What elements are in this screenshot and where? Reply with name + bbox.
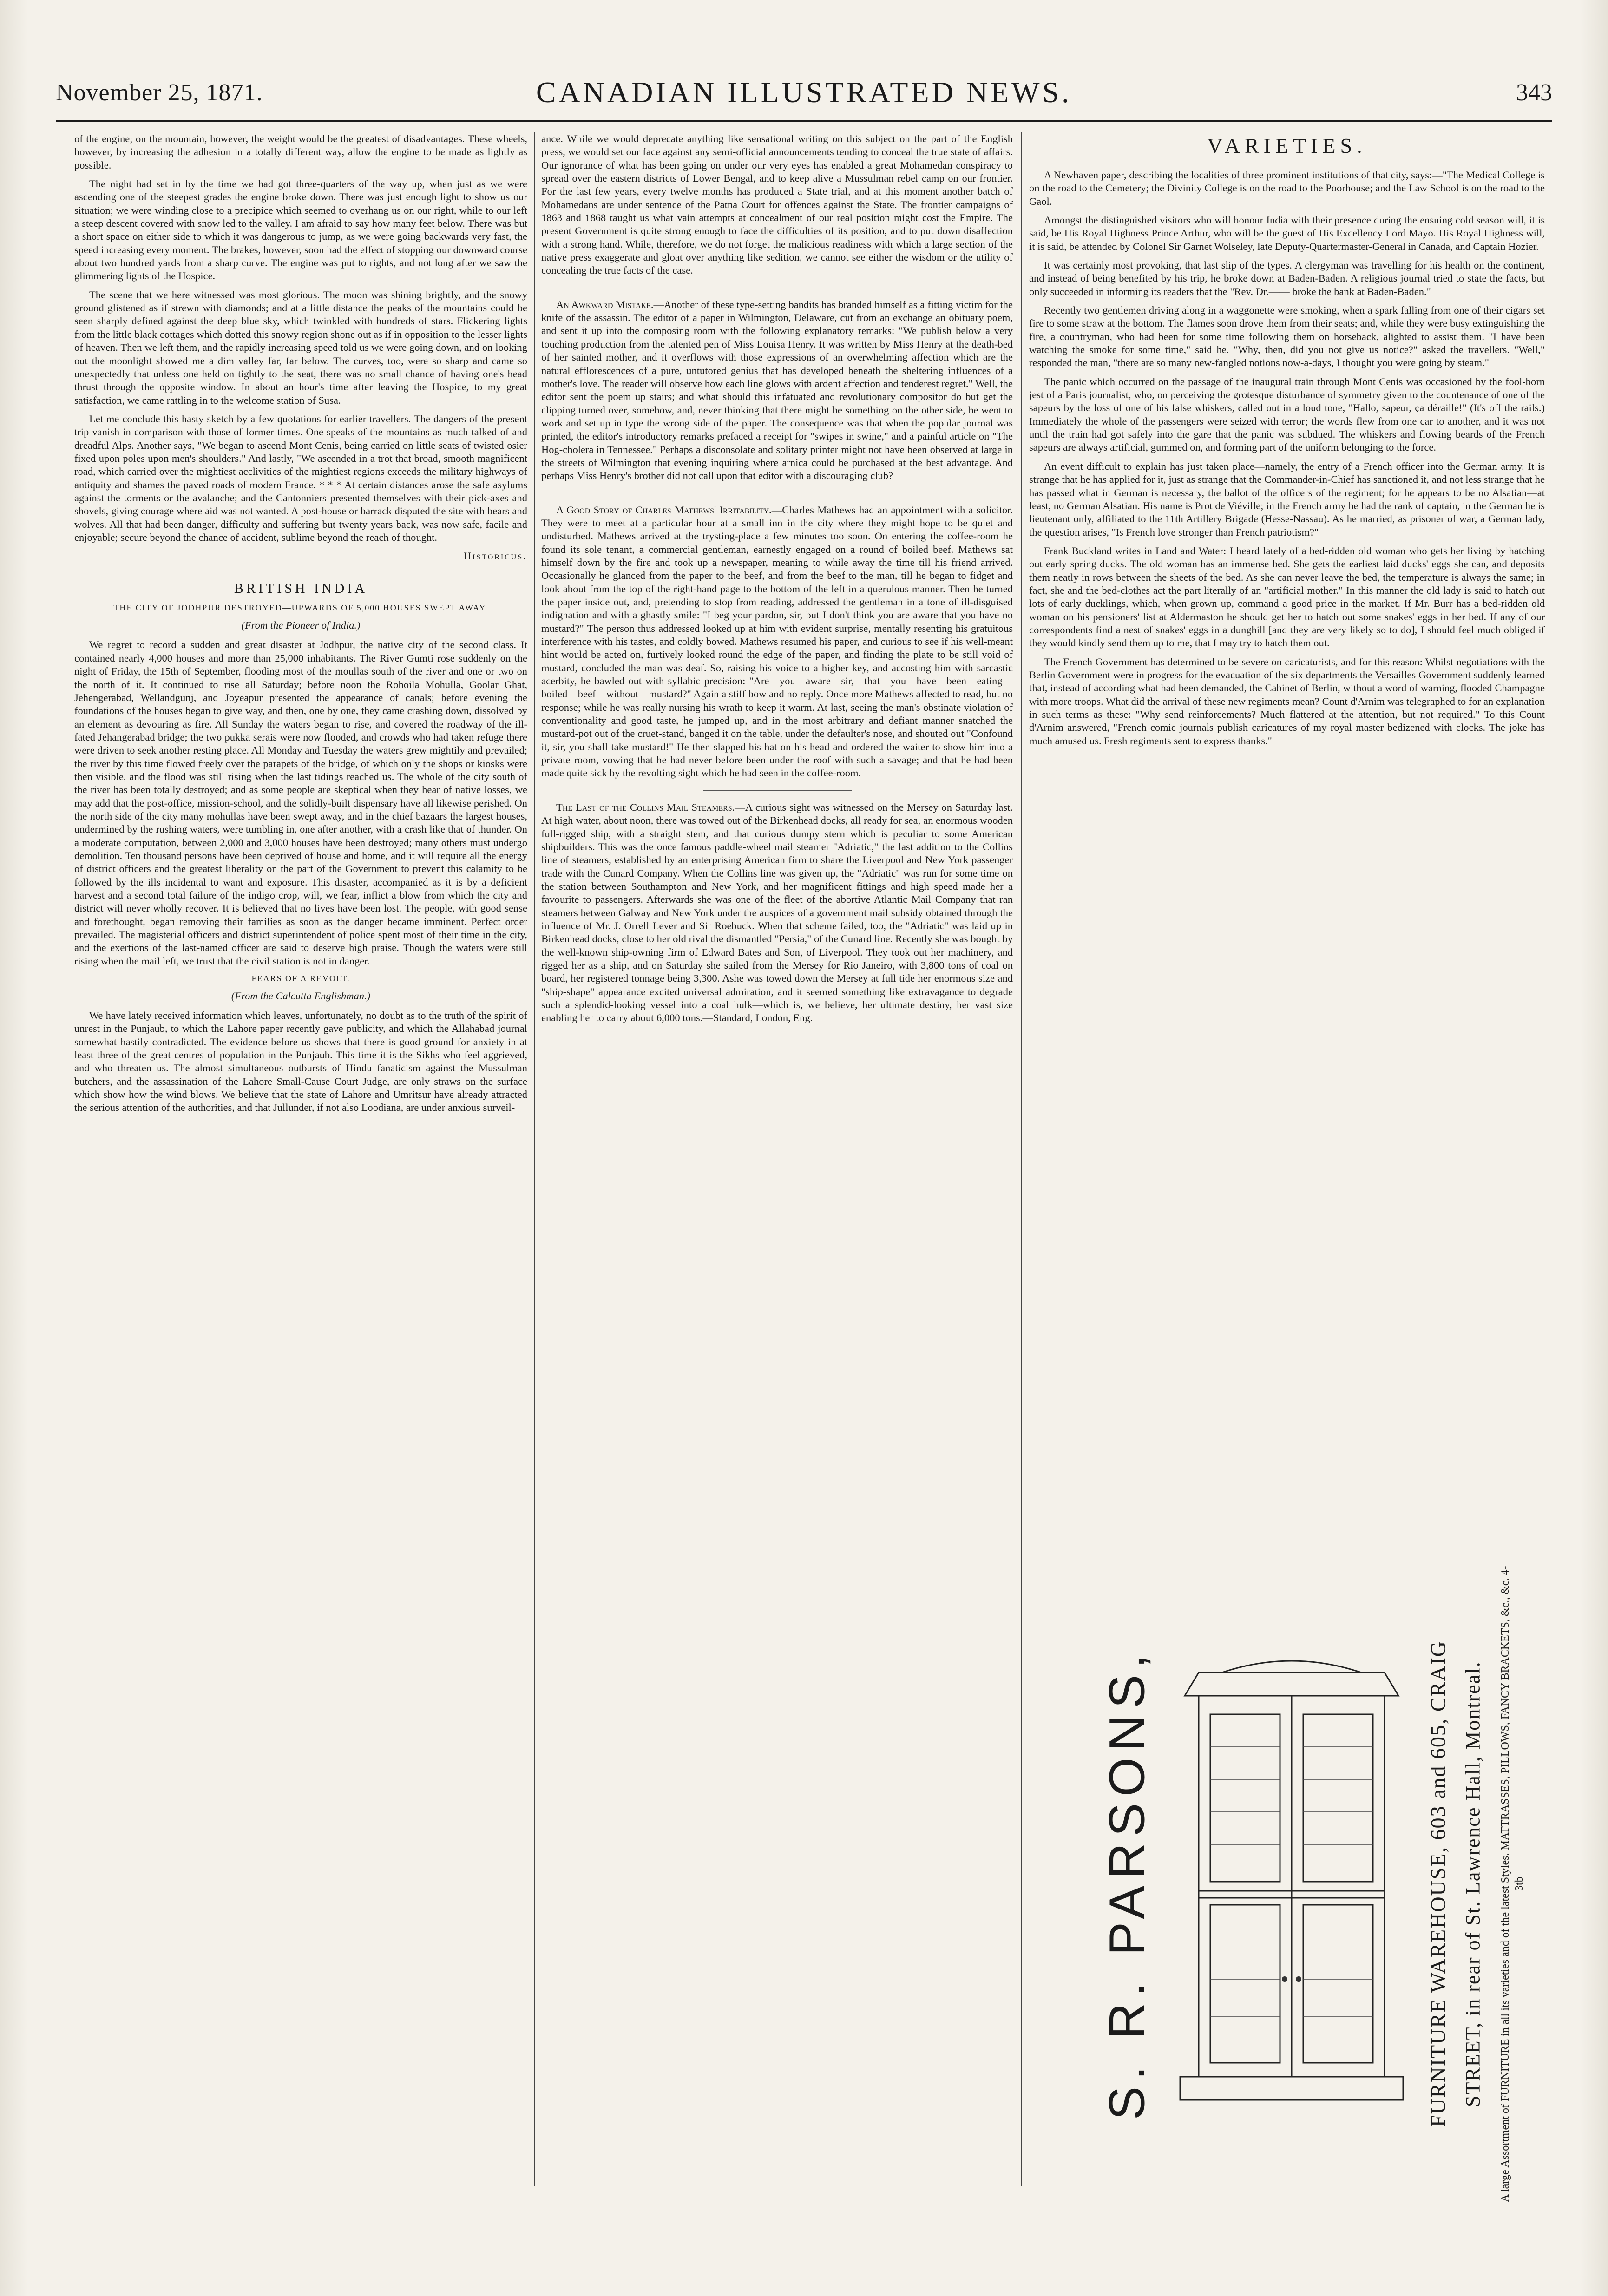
paragraph: The panic which occurred on the passage of the inaugural train through Mont Cenis was occasioned by the fool-born jest of a Paris journalist, who, on perceiving the grotesque disturbance of symmetry given to the countenance of one of the sapeurs by the loss of one of his false whiskers, called out in a loud tone, "Hallo, sapeur, ça déraille!" (It's off the rails.) Immediately the whole of the passengers were seized with terror; the words flew from one car to another, and it was not until the train had got safely into the gare that the panic was subdued. The whiskers and flowing beards of the French sapeurs are always artificial, gummed on, and forming part of the uniform belonging to the force. <box>1029 375 1545 453</box>
article-body: —Another of these type-setting bandits has branded himself as a fitting victim for the knife of the assassin. The editor of a paper in Wilmington, Delaware, cut from an exchange an obituary poem, and sent it up into the composing room with the following explanatory remarks: "We publish below a very touching production from the talented pen of Miss Louisa Henry. It was written by Miss Henry at the death-bed of her sainted mother, and it overflows with those expressions of an overwhelming affection which are the natural efflorescences of a pure, untutored genius that has developed beneath the sheltering influences of a mother's love. The reader will observe how each line glows with ardent affection and tenderest regret." Well, the editor sent the poem up stairs; and what should this infatuated and revolutionary compositor do but get the clipping turned over, somehow, and, never thinking that there might be something on the other side, he went to work and set up in type the wrong side of the paper. The consequence was that when the popular journal was printed, the editor's introductory remarks prefaced a receipt for "swipes in swine," and a painful article on "The Hog-cholera in Tennessee." Perhaps a disconsolate and solitary printer might not have been observed at large in the streets of Wilmington that evening inquiring where arnica could be purchased at the best advantage. And perhaps Miss Henry's brother did not call upon that editor with a discouraging club? <box>541 298 1013 482</box>
advertiser-name: S. R. PARSONS, <box>1098 1647 1155 2120</box>
article-paragraph <box>541 504 1013 780</box>
paragraph: The French Government has determined to be severe on caricaturists, and for this reason: Whilst negotiations with the Berlin Government were in progress for the evacuation of the six departments the Versailles Government suddenly learned that, instead of according what had been demanded, the Cabinet of Berlin, without a word of warning, flooded Champagne with more troops. What did the arrival of these new regiments mean? Count d'Arnim was telegraphed to for an explanation in such terms as these: "Why send reinforcements? Much flattered at the attention, but not required." To this Count d'Arnim answered, "French comic journals publish caricatures of my royal master bedizened with clocks. The joke has much amused us. Fresh regiments sent to express thanks." <box>1029 656 1545 747</box>
paragraph: A Newhaven paper, describing the localities of three prominent institutions of that city, says:—"The Medical College is on the road to the Cemetery; the Divinity College is on the road to the Poorhouse; and the Law School is on the road to the Gaol. <box>1029 169 1545 207</box>
article-lead: An Awkward Mistake. <box>556 298 654 310</box>
page-edge-shadow <box>0 0 28 2296</box>
column-rule <box>534 132 535 2186</box>
ad-address-line: FURNITURE WAREHOUSE, 603 and 605, CRAIG <box>1426 1640 1450 2127</box>
article-lead: A Good Story of Charles Mathews' Irritability. <box>556 504 772 516</box>
article-lead: The Last of the Collins Mail Steamers. <box>556 801 735 813</box>
page-edge-shadow <box>1580 0 1608 2296</box>
article-source: (From the Calcutta Englishman.) <box>231 990 371 1002</box>
paragraph: An event difficult to explain has just taken place—namely, the entry of a French officer into the German army. It is strange that he has applied for it, just as strange that the Commander-in-Chief has sanctioned it, and not less strange that he has passed what in German is necessary, the ballot of the officers of the regiment; for he appears to be no Alsatian—at least, no German Alsatian. His name is Prot de Viéville; in the French army he had the rank of captain, in the German he is lieutenant only, affiliated to the 11th Artillery Brigade (Hesse-Nassau). As he married, as prisoner of war, a German lady, the question arises, "Is French love stronger than French patriotism?" <box>1029 460 1545 538</box>
paragraph: It was certainly most provoking, that last slip of the types. A clergyman was travelling for his health on the continent, and instead of being benefited by his trip, he broke down at Baden-Baden. A religious journal tried to state the facts, but only succeeded in informing its readers that the "Rev. Dr.—— broke the bank at Baden-Baden." <box>1029 259 1545 297</box>
article-subheading: FEARS OF A REVOLT. <box>251 974 350 984</box>
bookcase-engraving <box>1166 1654 1417 2119</box>
paragraph: Amongst the distinguished visitors who will honour India with their presence during the ensuing cold season will, it is said, be His Royal Highness Prince Arthur, who will be the guest of His Excellency Lord Mayo. His Royal Highness will, it is said, be attended by Colonel Sir Garnet Wolseley, late Deputy-Quartermaster-General in Canada, and Captain Hozier. <box>1029 214 1545 252</box>
paragraph: Recently two gentlemen driving along in a waggonette were smoking, when a spark falling from one of their cigars set fire to some straw at the bottom. The flames soon drove them from their seats; and, while they were busy extinguishing the fire, a countryman, who had been for some time following them on horseback, alighted to assist them. "I have been watching the smoke for some time," said he. "Why, then, did you not give us notice?" asked the travellers. "Well," responded the man, "there are so many new-fangled notions now-a-days, I thought you were going by steam." <box>1029 304 1545 369</box>
article-source: (From the Pioneer of India.) <box>241 619 361 631</box>
issue-date: November 25, 1871. <box>56 79 263 106</box>
paragraph: Frank Buckland writes in Land and Water: I heard lately of a bed-ridden old woman who gets her living by hatching out early spring ducks. The old woman has an immense bed. She gets the earliest laid ducks' eggs she can, and deposits them neatly in rows between the sheets of the bed. As she can never leave the bed, the temperature is always the same; in fact, she and the bed-clothes act the part literally of an "artificial mother." In this manner the old lady is said to hatch out lots of early ducklings, which, when grown up, command a good price in the market. If Mr. Burr has a bed-ridden old woman on his pensioners' list at Aldermaston he should get her to hatch out some snakes' eggs in her bed. If any of our correspondents find a nest of snakes' eggs in a dunghill [and they are very likely so to do], I should feel much obliged if they would kindly send them up to me, that I may try to hatch them out. <box>1029 544 1545 649</box>
paragraph: ance. While we would deprecate anything like sensational writing on this subject on the part of the English press, we would set our face against any semi-official announcements tending to conceal the true state of affairs. Our ignorance of what has been going on under our very eyes has enabled a great Mohamedan conspiracy to spread over the eastern districts of Lower Bengal, and to keep alive a Mussulman rebel camp on our frontier. For the last few years, every twelve months has produced a State trial, and at this moment another batch of Mohamedans are under sentence of the Patna Court for offences against the State. The frontier campaigns of 1863 and 1868 taught us what vain attempts at concealment of our real position might cost the Empire. The present Government is quite strong enough to face the difficulties of its position, and to put down disaffection with a strong hand. While, therefore, we do not forget the malicious readiness with which a large section of the native press exaggerate and gloat over anything like sedition, we cannot see either the wisdom or the utility of concealing the true facts of the case. <box>541 133 1013 276</box>
furniture-advertisement <box>1098 1566 1547 2202</box>
article-body: —A curious sight was witnessed on the Mersey on Saturday last. At high water, about noon, there was towed out of the Birkenhead docks, all ready for sea, an enormous wooden full-rigged ship, with a straight stem, and that curious dumpy stern which is peculiar to some American shipbuilders. This was the once famous paddle-wheel mail steamer "Adriatic," the last addition to the Collins line of steamers, established by an enterprising American firm to share the Liverpool and New York passenger trade with the Cunard Company. When the Collins line was given up, the "Adriatic" was run for some time on the station between Southampton and New York, and her magnificent fittings and high speed made her a favourite to passengers. Afterwards she was one of the fleet of the abortive Atlantic Mail Company that ran steamers between Galway and New York under the auspices of a government mail subsidy obtained through the influence of Mr. J. Orrell Lever and Sir Roebuck. When that scheme failed, too, the "Adriatic" was laid up in Birkenhead docks, close to her old rival the dismantled "Persia," of the Cunard line. Recently she was bought by the well-known ship-owning firm of Edward Bates and Son, of Liverpool. They took out her machinery, and rigged her as a ship, and on Saturday she sailed from the Mersey for Rio Janeiro, with 3,800 tons of coal on board, her registered tonnage being 3,300. Ashe was towed down the Mersey at full tide her enormous size and "ship-shape" appearance excited universal admiration, and it seemed something like extravagance to degrade such a splendid-looking vessel into a coal hulk—which is, we believe, her ultimate destiny, her vast size enabling her to carry about 6,000 tons.—Standard, London, Eng. <box>541 801 1013 1024</box>
paragraph: of the engine; on the mountain, however, the weight would be the greatest of disadvantages. These wheels, however, by increasing the adhesion in a totally different way, allow the engine to be made as lightly as possible. <box>74 133 527 171</box>
column-1 <box>74 132 527 2209</box>
section-heading: VARIETIES. <box>1207 134 1367 157</box>
section-heading: BRITISH INDIA <box>234 580 368 596</box>
column-2 <box>541 132 1013 2209</box>
paragraph: The scene that we here witnessed was most glorious. The moon was shining brightly, and the snowy ground glistened as if strewn with diamonds; and at a little distance the peaks of the mountains could be seen sharply defined against the deep blue sky, which twinkled with hundreds of stars. Flickering lights from the little black cottages which dotted this snowy region shone out as if in opposition to the lesser lights of heaven. Then we left them, and the rapidly increasing speed told us we were going down, and on looking out the moonlight showed me a dim valley far, far below. The curves, too, were so sharp and came so unexpectedly that unless one held on tightly to the seat, there was no small chance of having one's head thrust through the opposite window. In about an hour's time after leaving the Hospice, to my great satisfaction, we came rattling in to the welcome station of Susa. <box>74 289 527 406</box>
article-paragraph <box>541 298 1013 483</box>
ad-description: A large Assortment of FURNITURE in all its varieties and of the latest Styles. MATTRASSES, PILLOWS, FANCY BRACKETS, &c., &c. 4-3tb <box>1499 1566 1525 2202</box>
page-number: 343 <box>1516 79 1552 106</box>
paragraph: We have lately received information which leaves, unfortunately, no doubt as to the truth of the spirit of unrest in the Punjaub, to which the Lahore paper recently gave publicity, and which the Allahabad journal somewhat hastily contradicted. The evidence before us shows that there is good ground for anxiety in at least three of the great centres of population in the Punjaub. This time it is the Sikhs who feel aggrieved, and who threaten us. The almost simultaneous outbursts of Hindu fanaticism against the Mussulman butchers, and the assassination of the Lahore Small-Cause Court Judge, are only straws on the surface which show how the wind blows. We believe that the state of Lahore and Umritsur have already attracted the serious attention of the authorities, and that Jullunder, if not also Loodiana, are under anxious surveil- <box>74 1010 527 1114</box>
newspaper-title: CANADIAN ILLUSTRATED NEWS. <box>536 76 1072 109</box>
ad-address-line: STREET, in rear of St. Lawrence Hall, Montreal. <box>1461 1661 1484 2107</box>
article-paragraph <box>541 801 1013 1025</box>
article-divider <box>703 790 852 791</box>
column-rule <box>1021 132 1022 2186</box>
paragraph: We regret to record a sudden and great disaster at Jodhpur, the native city of the second class. It contained nearly 4,000 houses and more than 25,000 inhabitants. The River Gumti rose suddenly on the night of Friday, the 15th of September, flooding most of the moullas south of the river and one or two on the north of it. It continued to rise all Saturday; before noon the Rohoila Mohulla, Goolar Ghat, Jehengerabad, Wellandgunj, and Joyeapur presented the appearance of canals; before evening the foundations of the houses began to give way, and then, one by one, they came crashing down, dissolved by an element as devouring as fire. All Sunday the waters began to rise, and covered the roadway of the ill-fated Jehangerabad bridge; the two pukka serais were now flooded, and crowds who had taken refuge there were driven to seek another resting place. All Monday and Tuesday the waters grew mightily and prevailed; the river by this time flowed freely over the parapets of the bridge, of which only the shops or kiosks were then visible, and the flood was still rising when the last tidings reached us. The whole of the city south of the river has been totally destroyed; and as some people are skeptical when they hear of native losses, we may add that the post-office, mission-school, and the solidly-built dispensary have all likewise perished. On the north side of the city many mohullas have been swept away, and in the chief bazaars the largest houses, undermined by the rushing waters, were tumbling in, one after another, with a crash like that of thunder. On a moderate computation, between 2,000 and 3,000 houses have been destroyed; many others must undergo demolition. Ten thousand persons have been deprived of house and home, and it will require all the energy of district officers and the greatest liberality on the part of the Government to prevent this calamity to be followed by the ills incidental to want and exposure. This disaster, accompanied as it is by a deficient harvest and a second total failure of the indigo crop, will, we fear, inflict a blow from which the city and district will never wholly recover. It is believed that no lives have been lost. The people, with good sense and forethought, began removing their families as soon as the danger became imminent. Perfect order prevailed. The magisterial officers and district superintendent of police spent most of their time in the city, and the exertions of the last-named officer are said to deserve high praise. Though the waters were still rising when the mail left, we trust that the civil station is not in danger. <box>74 639 527 967</box>
paragraph: Let me conclude this hasty sketch by a few quotations for earlier travellers. The dangers of the present trip vanish in comparison with those of former times. One speaks of the mountains as much talked of and dreadful Alps. Another says, "We began to ascend Mont Cenis, being carried on little seats of twisted osier fixed upon poles upon men's shoulders." And lastly, "We ascended in a trot that broad, smooth magnificent road, which carried over the mightiest acclivities of the mightiest regions exceeds the military highways of antiquity and shames the paved roads of modern France. * * * At certain distances arose the safe asylums against the torments or the avalanche; and the Cantonniers presented themselves with their pick-axes and shovels, giving courage where aid was not wanted. A post-house or barrack disputed the site with bears and wolves. All that had been danger, difficulty and suffering but twenty years back, was now safe, facile and enjoyable; secure beyond the chance of accident, sublime beyond the reach of thought. <box>74 413 527 543</box>
header-rule <box>56 120 1552 122</box>
article-body: —Charles Mathews had an appointment with a solicitor. They were to meet at a particular hour at a small inn in the city where they might hope to be quiet and undisturbed. Mathews arrived at the trysting-place a few minutes too soon. On entering the coffee-room he found its sole tenant, a commercial gentleman, earnestly engaged on a round of boiled beef. Mathews sat himself down by the fire and took up a newspaper, meaning to while away the time till his friend arrived. Occasionally he glanced from the paper to the beef, and from the beef to the man, till he began to fidget and look about from the top of the right-hand page to the bottom of the left in a querulous manner. Then he turned the paper inside out, and, pretending to stop from reading, addressed the gentleman in a tone of ill-disguised indignation and with a ghastly smile: "I beg your pardon, sir, but I don't think you are aware that you have no mustard?" The person thus addressed looked up at him with evident surprise, mentally resenting his gratuitous interference with his tastes, and coldly bowed. Mathews resumed his paper, and curious to see if his well-meant hint would be acted on, furtively looked round the edge of the paper, and finding the plate to be still void of mustard, concluded the man was deaf. So, raising his voice to a higher key, and accosting him with sarcastic acerbity, he bawled out with syllabic precision: "Are—you—aware—sir,—that—you—have—been—eating—boiled—beef—without—mustard?" Again a stiff bow and no reply. Once more Mathews affected to read, but no response; while he was really nursing his wrath to keep it warm. At last, seeing the man's obstinate violation of conventionality and good taste, he jumped up, and in the most arbitrary and defiant manner snatched the mustard-pot out of the cruet-stand, banged it on the table, under the defaulter's nose, and shouted out "Confound it, sir, you shall take mustard!" He then slapped his hat on his head and ordered the waiter to show him into a private room, vowing that he had never before been under the roof with such a savage; and that he had been made quite sick by the revolting sight which he had seen in the coffee-room. <box>541 504 1013 779</box>
article-subheading: THE CITY OF JODHPUR DESTROYED—UPWARDS OF 5,000 HOUSES SWEPT AWAY. <box>113 603 488 613</box>
masthead <box>56 70 1552 112</box>
author-signature: Historicus. <box>463 550 527 562</box>
paragraph: The night had set in by the time we had got three-quarters of the way up, when just as we were ascending one of the steepest grades the engine broke down. There was just enough light to show us our situation; we were winding close to a precipice which seemed to overhang us on our right, while to our left a steep descent covered with snow led to the valley. I am afraid to say how many feet below. There was but a short space on either side to which it was dangerous to jump, as we were going backwards very fast, the speed increasing every moment. The brakes, however, soon had the effect of stopping our downward course about two hundred yards from a sharp curve. The engine was put to rights, and not long after we saw the glimmering lights of the Hospice. <box>74 178 527 282</box>
